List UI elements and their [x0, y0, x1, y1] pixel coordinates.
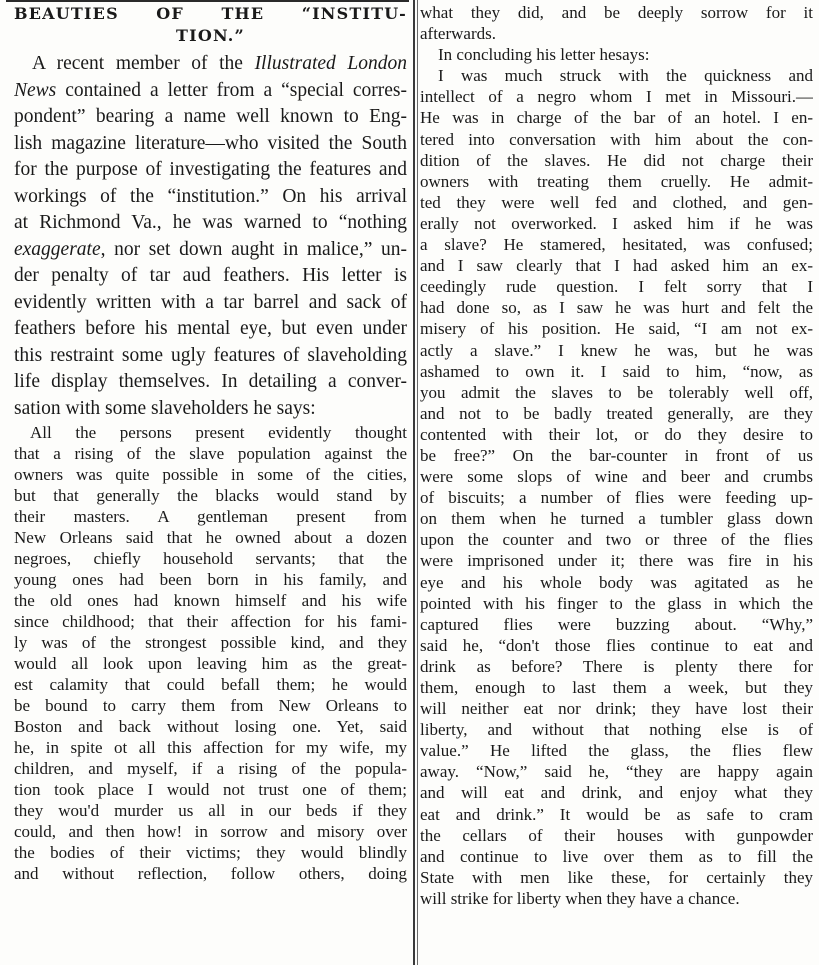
- text-line: the old ones had known himself and his wife: [14, 591, 407, 610]
- text-line: workings of the “institution.” On his arrival: [14, 185, 407, 207]
- text-line: Boston and back without losing one. Yet, said: [14, 717, 407, 736]
- text-line: misery of his position. He said, “I am not ex-: [420, 319, 813, 339]
- text-line: negroes, chiefly household servants; that the: [14, 549, 407, 568]
- text-line: captured flies were buzzing about. “Why,”: [420, 614, 813, 634]
- text-line: their masters. A gentleman present from: [14, 507, 407, 526]
- text-line: and continue to live over them as to fill the: [420, 846, 813, 866]
- text-line: owners was quite possible in some of the cities,: [14, 465, 407, 484]
- text-line: est calamity that could befall them; he would: [14, 675, 407, 694]
- text-line: drink as before? There is plenty there for: [420, 656, 813, 676]
- text-line: this restraint some ugly features of slaveholding: [14, 344, 407, 366]
- text-line: be bound to carry them from New Orleans to: [14, 696, 407, 715]
- headline-line: BEAUTIES OF THE “INSTITU-: [14, 4, 407, 23]
- text-line: New Orleans said that he owned about a dozen: [14, 528, 407, 547]
- text-line: he, in spite ot all this affection for my wife, my: [14, 738, 407, 757]
- text-line: ashamed to own it. I said to him, “now, as: [420, 361, 813, 381]
- text-line: exaggerate, nor set down aught in malice,” un-: [14, 238, 407, 260]
- right-column-text: [420, 2, 813, 909]
- text-line: they wou'd murder us all in our beds if they: [14, 801, 407, 820]
- text-line: I was much struck with the quickness and: [438, 66, 813, 86]
- text-line: and I saw clearly that I had asked him an ex-: [420, 256, 813, 276]
- text-line: pointed with his finger to the glass in which the: [420, 593, 813, 613]
- text-line: that a rising of the slave population against the: [14, 444, 407, 463]
- text-line: State with men like these, for certainly they: [420, 867, 813, 887]
- text-line: eye and his whole body was agitated as he: [420, 572, 813, 592]
- text-line: life display themselves. In detailing a conver-: [14, 371, 407, 392]
- text-line: pondent” bearing a name well known to Eng-: [14, 106, 407, 127]
- text-line: could, and then how! in sorrow and misory over: [14, 822, 407, 841]
- right-column: [420, 2, 813, 909]
- text-line: All the persons present evidently thought: [30, 423, 407, 442]
- text-line: upon the counter and two or three of the flies: [420, 530, 813, 550]
- text-line: ceedingly rude question. I felt sorry that I: [420, 277, 813, 297]
- text-line: tion took place I would not trust one of them;: [14, 780, 407, 799]
- text-line: ly was of the strongest possible kind, and they: [14, 633, 407, 652]
- text-line: feathers before his mental eye, but even under: [14, 318, 407, 339]
- text-line: at Richmond Va., he was warned to “nothing: [14, 212, 407, 233]
- text-line: owners with treating them cruelly. He admit-: [420, 171, 813, 191]
- text-line: actly a slave.” I knew he was, but he was: [420, 340, 813, 360]
- text-line: were some slops of wine and beer and crumbs: [420, 467, 813, 487]
- text-line: were imprisoned under it; there was fire in his: [420, 551, 813, 571]
- left-column: [14, 2, 407, 884]
- text-line: sation with some slaveholders he says:: [14, 397, 316, 419]
- text-line: what they did, and be deeply sorrow for it: [420, 3, 813, 22]
- text-line: them, enough to last them a week, but they: [420, 678, 813, 697]
- text-line: for the purpose of investigating the features and: [14, 159, 407, 180]
- text-line: since childhood; that their affection for his fami-: [14, 612, 407, 631]
- text-line: liberty, and without that nothing else is of: [420, 720, 813, 740]
- text-line: the bodies of their victims; they would blindly: [14, 843, 407, 862]
- text-line: on them when he turned a tumbler glass down: [420, 509, 813, 529]
- text-line: News contained a letter from a “special corres-: [14, 79, 407, 101]
- quoted-conversation: [14, 422, 407, 884]
- text-line: der penalty of tar aud feathers. His letter is: [14, 265, 407, 286]
- text-line: A recent member of the Illustrated London: [32, 53, 407, 74]
- text-line: value.” He lifted the glass, the flies flew: [420, 741, 813, 761]
- text-line: the cellars of their houses with gunpowder: [420, 825, 813, 845]
- text-line: He was in charge of the bar of an hotel. I en-: [420, 108, 813, 128]
- text-line: will strike for liberty when they have a chance.: [420, 888, 740, 908]
- text-line: dition of the slaves. He did not charge their: [420, 150, 813, 170]
- headline-line: TION.”: [176, 26, 245, 45]
- text-line: and without reflection, follow others, doing: [14, 864, 407, 883]
- text-line: would all look upon leaving him as the great-: [14, 654, 407, 673]
- text-line: but that generally the blacks would stand by: [14, 486, 407, 505]
- text-line: lish magazine literature—who visited the South: [14, 132, 407, 154]
- text-line: In concluding his letter hesays:: [438, 45, 650, 65]
- text-line: children, and myself, if a rising of the popula-: [14, 759, 407, 778]
- text-line: eat and drink.” It would be as safe to cram: [420, 804, 813, 824]
- column-divider: [413, 0, 415, 965]
- text-line: evidently written with a tar barrel and sack of: [14, 291, 407, 313]
- text-line: contented with their lot, or do they desire to: [420, 424, 813, 444]
- text-line: and will eat and drink, and enjoy what they: [420, 783, 813, 803]
- text-line: will neither eat nor drink; they have lost their: [420, 699, 813, 719]
- text-line: young ones had been born in his family, and: [14, 570, 407, 589]
- text-line: and not to be badly treated generally, are they: [420, 403, 813, 423]
- text-line: intellect of a negro whom I met in Missouri.—: [420, 87, 813, 107]
- text-line: a slave? He stamered, hesitated, was confused;: [420, 235, 813, 255]
- text-line: away. “Now,” said he, “they are happy again: [420, 762, 813, 782]
- text-line: afterwards.: [420, 24, 496, 44]
- text-line: said he, “don't those flies continue to eat and: [420, 635, 813, 655]
- column-divider-secondary: [417, 0, 418, 965]
- text-line: ted they were well fed and clothed, and gen-: [420, 192, 813, 212]
- text-line: you admit the slaves to be tolerably well off,: [420, 382, 813, 402]
- text-line: of biscuits; a number of flies were feeding up-: [420, 488, 813, 508]
- intro-paragraph: [14, 51, 407, 422]
- text-line: tered into conversation with him about the con-: [420, 129, 813, 149]
- article-headline: [14, 3, 407, 47]
- text-line: had done so, as I saw he was hurt and felt the: [420, 298, 813, 318]
- text-line: be free?” On the bar-counter in front of us: [420, 445, 813, 465]
- text-line: erally not overworked. I asked him if he was: [420, 213, 813, 233]
